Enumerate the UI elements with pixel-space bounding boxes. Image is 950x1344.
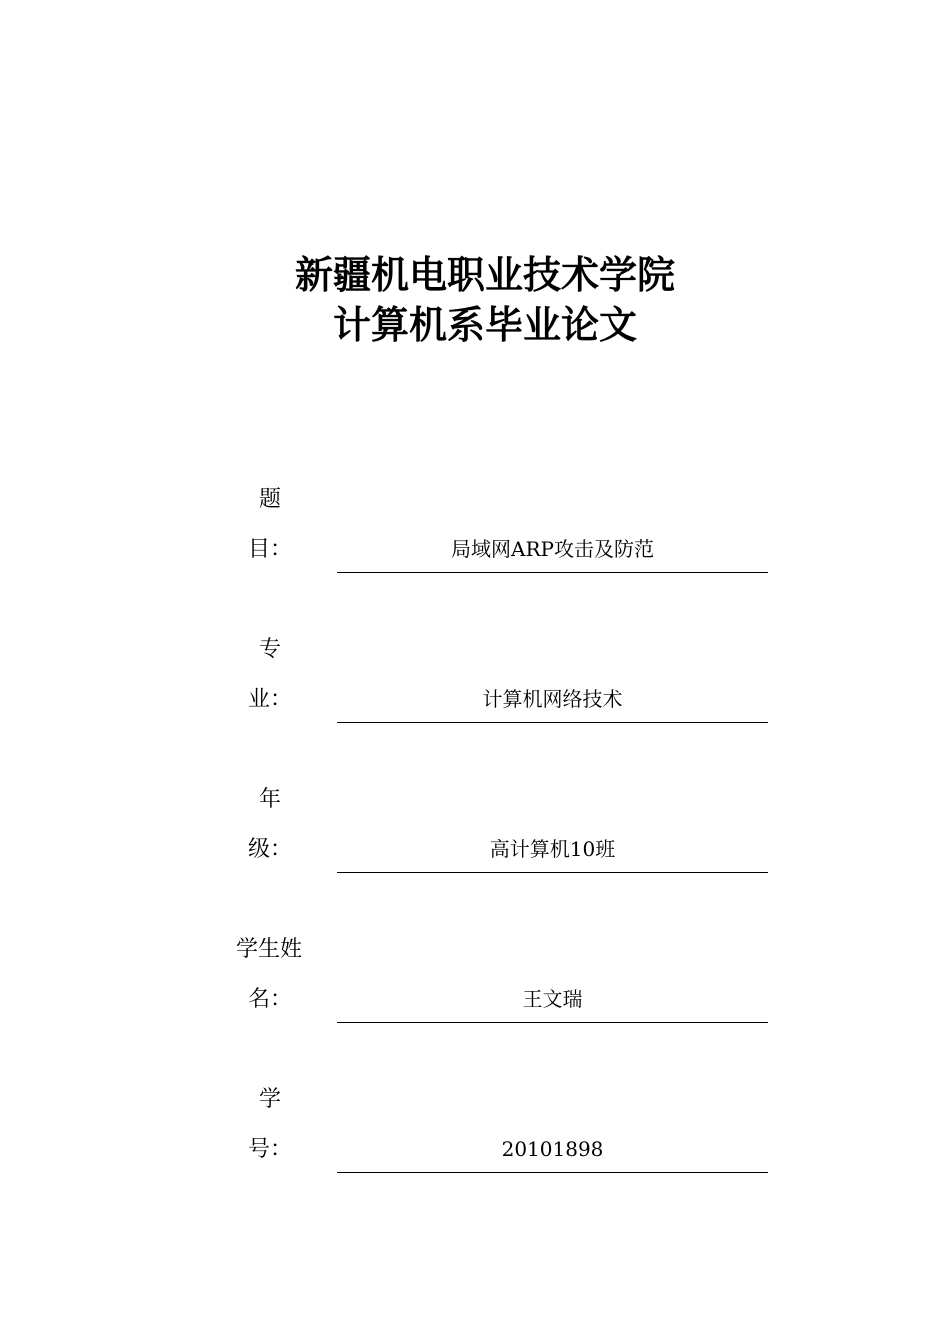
topic-field bbox=[0, 484, 950, 594]
student-id-underline bbox=[337, 1172, 768, 1173]
student-name-value: 王文瑞 bbox=[522, 987, 583, 1011]
student-id-value: 20101898 bbox=[501, 1137, 604, 1161]
student-id-label-top: 学 bbox=[259, 1087, 282, 1112]
student-name-label-bottom: 名： bbox=[248, 987, 293, 1012]
topic-value: 局域网ARP攻击及防范 bbox=[451, 537, 654, 561]
grade-value: 高计算机10班 bbox=[489, 837, 616, 861]
student-name-underline bbox=[337, 1022, 768, 1023]
major-value: 计算机网络技术 bbox=[482, 687, 623, 711]
topic-label-bottom: 目： bbox=[248, 537, 293, 562]
college-name: 新疆机电职业技术学院 bbox=[294, 253, 675, 297]
student-id-label-bottom: 号： bbox=[248, 1137, 293, 1162]
major-underline bbox=[337, 722, 768, 723]
major-label-top: 专 bbox=[259, 637, 282, 662]
grade-label-bottom: 级： bbox=[248, 837, 293, 862]
thesis-type: 计算机系毕业论文 bbox=[332, 303, 637, 347]
student-id-field bbox=[0, 1084, 950, 1194]
topic-underline bbox=[337, 572, 768, 573]
grade-field bbox=[0, 784, 950, 894]
major-field bbox=[0, 634, 950, 744]
cover-title bbox=[0, 250, 950, 350]
grade-label-top: 年 bbox=[259, 787, 282, 812]
topic-label-top: 题 bbox=[259, 487, 282, 512]
grade-underline bbox=[337, 872, 768, 873]
student-name-field bbox=[0, 934, 950, 1044]
student-name-label-top: 学生姓 bbox=[236, 937, 303, 962]
major-label-bottom: 业： bbox=[248, 687, 293, 712]
